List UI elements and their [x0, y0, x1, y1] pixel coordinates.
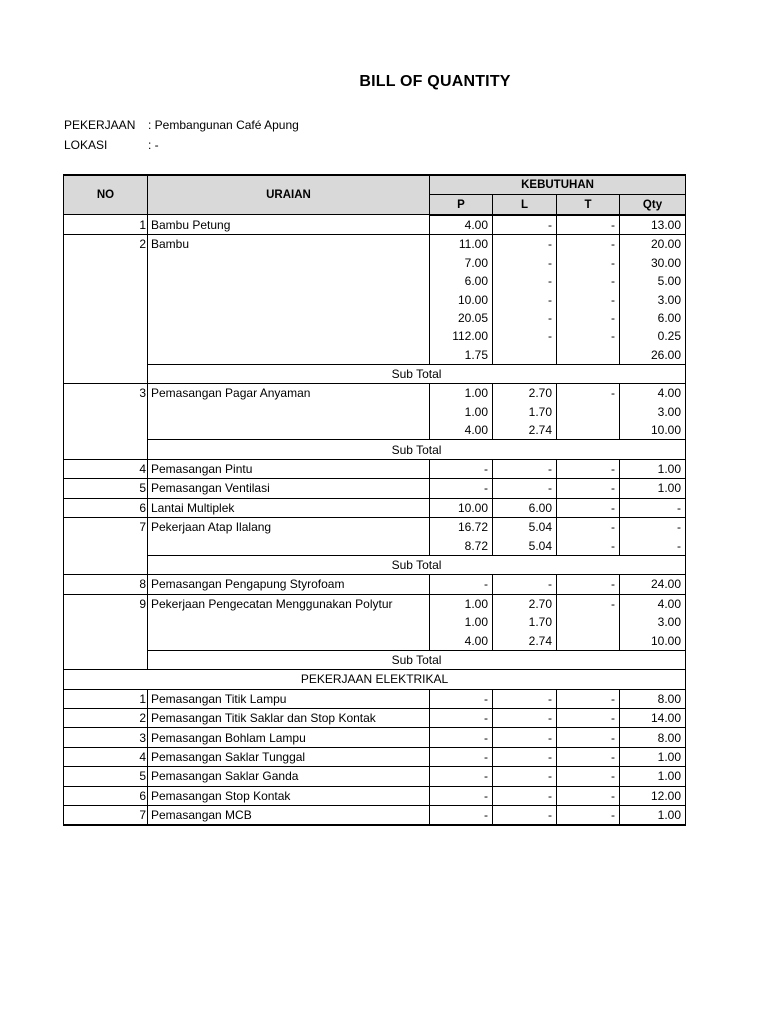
p-cell: 112.00 [430, 327, 493, 345]
p-cell: 7.00 [430, 254, 493, 272]
table-row [64, 575, 686, 594]
p-cell: 10.00 [430, 498, 493, 517]
section-label: PEKERJAAN ELEKTRIKAL [64, 670, 686, 689]
uraian-cell [148, 631, 430, 650]
subtotal-label: Sub Total [148, 555, 686, 574]
p-cell: 4.00 [430, 631, 493, 650]
t-cell: - [557, 594, 620, 613]
subtotal-row [64, 440, 686, 459]
l-cell: 2.74 [493, 421, 557, 440]
no-cell: 7 [64, 805, 148, 825]
table-header [64, 175, 686, 215]
l-cell: 2.70 [493, 594, 557, 613]
qty-cell: 10.00 [620, 421, 686, 440]
t-cell [557, 346, 620, 365]
table-row [64, 309, 686, 327]
pekerjaan-label: PEKERJAAN [64, 118, 136, 132]
t-cell: - [557, 708, 620, 727]
table-row [64, 613, 686, 631]
no-cell [64, 254, 148, 272]
l-cell: - [493, 767, 557, 786]
uraian-cell [148, 421, 430, 440]
header-t: T [557, 195, 620, 215]
l-cell: - [493, 747, 557, 766]
no-cell: 6 [64, 498, 148, 517]
pekerjaan-line [64, 118, 299, 132]
p-cell: - [430, 689, 493, 708]
subtotal-label: Sub Total [148, 364, 686, 383]
qty-cell: 24.00 [620, 575, 686, 594]
qty-cell: 3.00 [620, 403, 686, 421]
t-cell: - [557, 518, 620, 537]
p-cell: 20.05 [430, 309, 493, 327]
qty-cell: 1.00 [620, 459, 686, 478]
no-cell: 2 [64, 235, 148, 254]
no-cell [64, 364, 148, 383]
p-cell: 1.00 [430, 613, 493, 631]
uraian-cell [148, 290, 430, 308]
p-cell: 6.00 [430, 272, 493, 290]
p-cell: - [430, 728, 493, 747]
lokasi-line [64, 138, 159, 152]
t-cell: - [557, 290, 620, 308]
qty-cell: 1.00 [620, 479, 686, 498]
no-cell: 3 [64, 728, 148, 747]
subtotal-row [64, 364, 686, 383]
table-row [64, 689, 686, 708]
l-cell: - [493, 215, 557, 235]
qty-cell: 10.00 [620, 631, 686, 650]
uraian-cell: Pemasangan Stop Kontak [148, 786, 430, 805]
no-cell [64, 327, 148, 345]
l-cell: - [493, 689, 557, 708]
l-cell: - [493, 575, 557, 594]
t-cell: - [557, 728, 620, 747]
t-cell: - [557, 254, 620, 272]
l-cell: - [493, 290, 557, 308]
no-cell: 4 [64, 747, 148, 766]
qty-cell: 1.00 [620, 805, 686, 825]
table-row [64, 767, 686, 786]
header-no: NO [64, 175, 148, 215]
l-cell [493, 346, 557, 365]
p-cell: 11.00 [430, 235, 493, 254]
header-qty: Qty [620, 195, 686, 215]
t-cell [557, 403, 620, 421]
no-cell: 5 [64, 479, 148, 498]
qty-cell: 14.00 [620, 708, 686, 727]
uraian-cell: Pemasangan MCB [148, 805, 430, 825]
l-cell: - [493, 309, 557, 327]
no-cell [64, 555, 148, 574]
qty-cell: 3.00 [620, 613, 686, 631]
uraian-cell: Bambu [148, 235, 430, 254]
t-cell: - [557, 805, 620, 825]
p-cell: - [430, 747, 493, 766]
header-l: L [493, 195, 557, 215]
qty-cell: 30.00 [620, 254, 686, 272]
t-cell [557, 631, 620, 650]
table-row [64, 215, 686, 235]
table-row [64, 518, 686, 537]
t-cell: - [557, 479, 620, 498]
table-row [64, 498, 686, 517]
t-cell: - [557, 575, 620, 594]
l-cell: 5.04 [493, 536, 557, 555]
uraian-cell: Pemasangan Saklar Ganda [148, 767, 430, 786]
qty-cell: 1.00 [620, 747, 686, 766]
no-cell: 6 [64, 786, 148, 805]
subtotal-label: Sub Total [148, 440, 686, 459]
qty-cell: - [620, 536, 686, 555]
qty-cell: 13.00 [620, 215, 686, 235]
subtotal-label: Sub Total [148, 650, 686, 669]
table-row [64, 786, 686, 805]
t-cell: - [557, 747, 620, 766]
uraian-cell: Pemasangan Bohlam Lampu [148, 728, 430, 747]
p-cell: - [430, 459, 493, 478]
uraian-cell [148, 613, 430, 631]
qty-cell: 8.00 [620, 728, 686, 747]
p-cell: 10.00 [430, 290, 493, 308]
uraian-cell: Lantai Multiplek [148, 498, 430, 517]
document-title: BILL OF QUANTITY [359, 73, 511, 90]
table-row [64, 805, 686, 825]
qty-cell: 3.00 [620, 290, 686, 308]
p-cell: - [430, 767, 493, 786]
l-cell: 2.74 [493, 631, 557, 650]
p-cell: - [430, 575, 493, 594]
qty-cell: 4.00 [620, 594, 686, 613]
t-cell: - [557, 459, 620, 478]
t-cell: - [557, 272, 620, 290]
t-cell: - [557, 786, 620, 805]
uraian-cell: Bambu Petung [148, 215, 430, 235]
no-cell [64, 613, 148, 631]
no-cell [64, 272, 148, 290]
table-row [64, 272, 686, 290]
no-cell: 2 [64, 708, 148, 727]
t-cell: - [557, 689, 620, 708]
uraian-cell: Pekerjaan Atap Ilalang [148, 518, 430, 537]
qty-cell: 20.00 [620, 235, 686, 254]
t-cell: - [557, 536, 620, 555]
p-cell: 4.00 [430, 215, 493, 235]
qty-cell: 0.25 [620, 327, 686, 345]
table-row [64, 346, 686, 365]
l-cell: - [493, 327, 557, 345]
no-cell: 3 [64, 384, 148, 403]
table-row [64, 536, 686, 555]
table-row [64, 747, 686, 766]
no-cell [64, 421, 148, 440]
no-cell [64, 650, 148, 669]
p-cell: 8.72 [430, 536, 493, 555]
no-cell: 1 [64, 215, 148, 235]
p-cell: - [430, 479, 493, 498]
uraian-cell [148, 346, 430, 365]
no-cell [64, 403, 148, 421]
table-row [64, 290, 686, 308]
table-body [64, 215, 686, 826]
uraian-cell: Pemasangan Saklar Tunggal [148, 747, 430, 766]
qty-cell: 12.00 [620, 786, 686, 805]
t-cell: - [557, 767, 620, 786]
qty-cell: - [620, 498, 686, 517]
l-cell: 1.70 [493, 613, 557, 631]
t-cell: - [557, 384, 620, 403]
no-cell [64, 346, 148, 365]
table-row [64, 421, 686, 440]
no-cell: 7 [64, 518, 148, 537]
table-row [64, 254, 686, 272]
subtotal-row [64, 650, 686, 669]
no-cell [64, 440, 148, 459]
qty-cell: 1.00 [620, 767, 686, 786]
l-cell: - [493, 479, 557, 498]
p-cell: 4.00 [430, 421, 493, 440]
no-cell: 4 [64, 459, 148, 478]
p-cell: 1.00 [430, 594, 493, 613]
no-cell: 9 [64, 594, 148, 613]
table-row [64, 403, 686, 421]
uraian-cell [148, 403, 430, 421]
t-cell [557, 613, 620, 631]
lokasi-label: LOKASI [64, 138, 108, 152]
table-row [64, 631, 686, 650]
no-cell [64, 536, 148, 555]
l-cell: 5.04 [493, 518, 557, 537]
uraian-cell [148, 272, 430, 290]
header-kebutuhan: KEBUTUHAN [430, 175, 686, 195]
section-row [64, 670, 686, 689]
t-cell: - [557, 498, 620, 517]
p-cell: 16.72 [430, 518, 493, 537]
p-cell: - [430, 805, 493, 825]
uraian-cell [148, 327, 430, 345]
t-cell: - [557, 309, 620, 327]
table-row [64, 479, 686, 498]
p-cell: 1.75 [430, 346, 493, 365]
uraian-cell: Pemasangan Titik Lampu [148, 689, 430, 708]
uraian-cell: Pemasangan Pintu [148, 459, 430, 478]
qty-cell: 5.00 [620, 272, 686, 290]
no-cell: 8 [64, 575, 148, 594]
p-cell: - [430, 786, 493, 805]
p-cell: - [430, 708, 493, 727]
l-cell: - [493, 459, 557, 478]
table-row [64, 708, 686, 727]
no-cell: 5 [64, 767, 148, 786]
l-cell: 6.00 [493, 498, 557, 517]
table-row [64, 327, 686, 345]
qty-cell: 26.00 [620, 346, 686, 365]
no-cell [64, 290, 148, 308]
uraian-cell [148, 254, 430, 272]
header-uraian: URAIAN [148, 175, 430, 215]
p-cell: 1.00 [430, 403, 493, 421]
lokasi-value: : - [148, 138, 159, 152]
uraian-cell: Pekerjaan Pengecatan Menggunakan Polytur [148, 594, 430, 613]
pekerjaan-value: : Pembangunan Café Apung [148, 118, 299, 132]
l-cell: - [493, 254, 557, 272]
l-cell: - [493, 708, 557, 727]
qty-cell: 4.00 [620, 384, 686, 403]
no-cell [64, 309, 148, 327]
t-cell: - [557, 327, 620, 345]
uraian-cell [148, 536, 430, 555]
l-cell: 1.70 [493, 403, 557, 421]
l-cell: - [493, 728, 557, 747]
t-cell: - [557, 215, 620, 235]
uraian-cell: Pemasangan Ventilasi [148, 479, 430, 498]
table-row [64, 384, 686, 403]
t-cell: - [557, 235, 620, 254]
header-p: P [430, 195, 493, 215]
boq-table [63, 174, 686, 826]
p-cell: 1.00 [430, 384, 493, 403]
qty-cell: - [620, 518, 686, 537]
t-cell [557, 421, 620, 440]
qty-cell: 8.00 [620, 689, 686, 708]
table-row [64, 459, 686, 478]
table-row [64, 594, 686, 613]
table-row [64, 728, 686, 747]
uraian-cell: Pemasangan Titik Saklar dan Stop Kontak [148, 708, 430, 727]
table-row [64, 235, 686, 254]
l-cell: - [493, 235, 557, 254]
no-cell: 1 [64, 689, 148, 708]
subtotal-row [64, 555, 686, 574]
uraian-cell [148, 309, 430, 327]
uraian-cell: Pemasangan Pengapung Styrofoam [148, 575, 430, 594]
l-cell: - [493, 805, 557, 825]
l-cell: - [493, 786, 557, 805]
l-cell: 2.70 [493, 384, 557, 403]
l-cell: - [493, 272, 557, 290]
uraian-cell: Pemasangan Pagar Anyaman [148, 384, 430, 403]
qty-cell: 6.00 [620, 309, 686, 327]
no-cell [64, 631, 148, 650]
